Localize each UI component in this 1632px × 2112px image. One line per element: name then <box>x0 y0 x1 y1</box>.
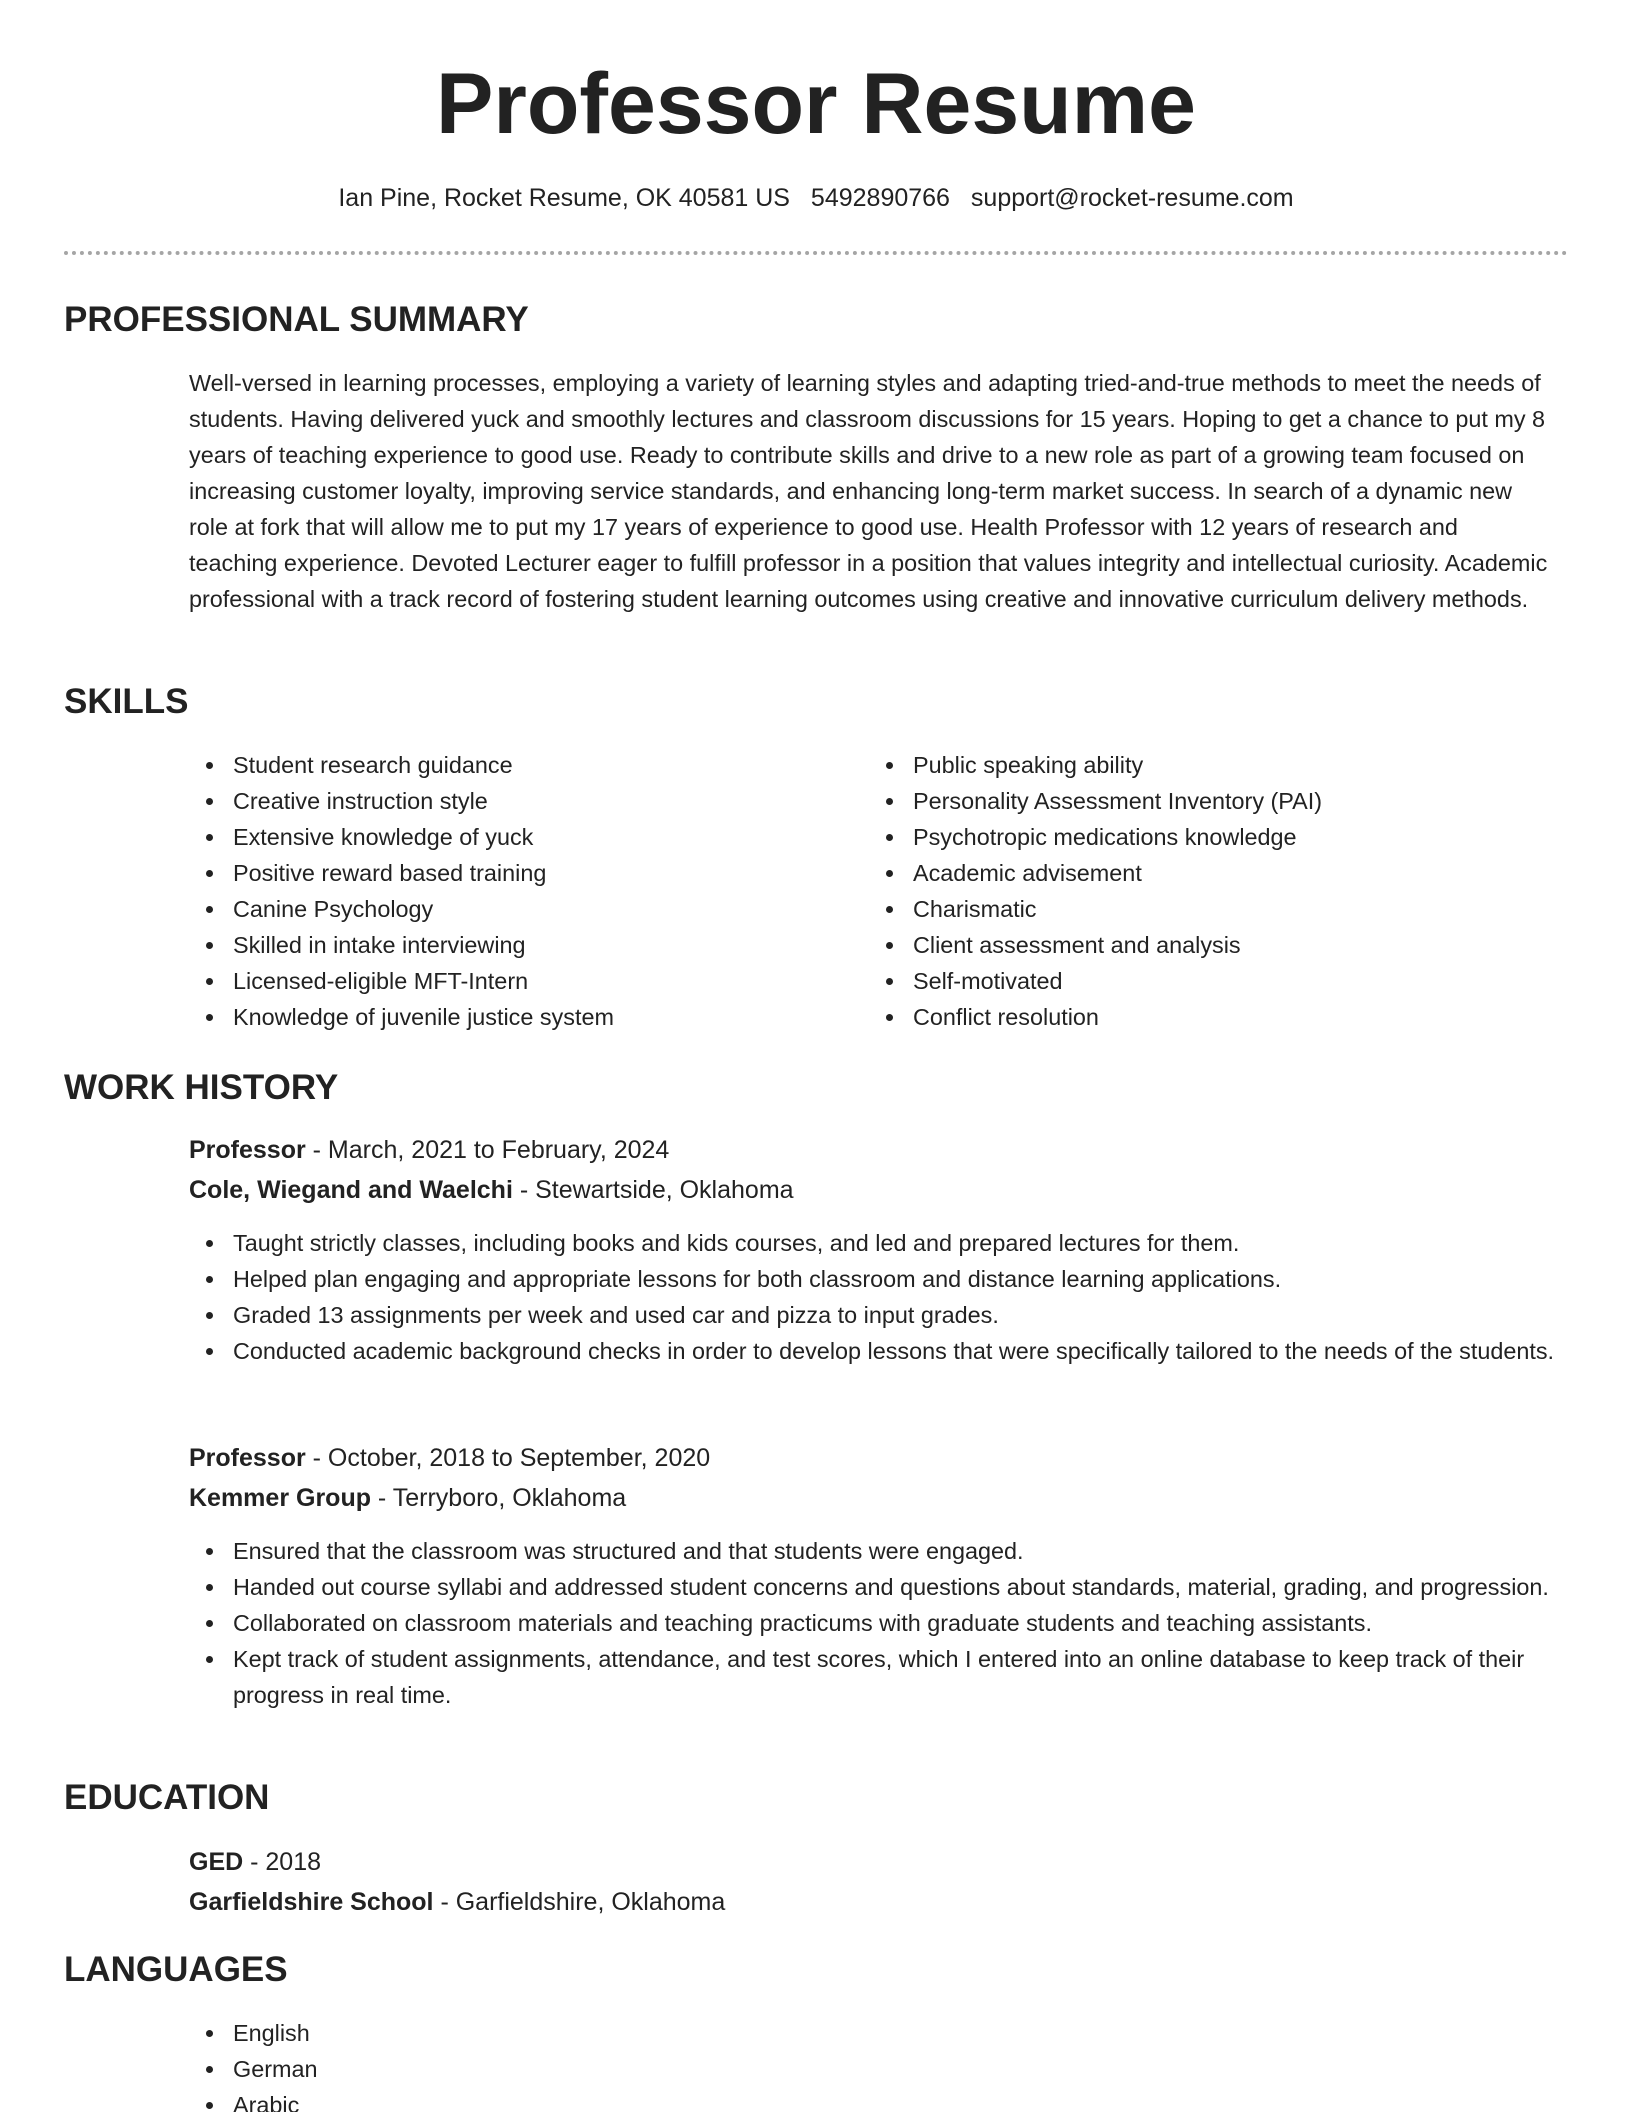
job-bullet: Kept track of student assignments, attendance, and test scores, which I entered into an online database to keep track of their progress in real time. <box>189 1641 1569 1713</box>
education-school: Garfieldshire School <box>189 1888 434 1916</box>
skill-item: Knowledge of juvenile justice system <box>189 999 849 1035</box>
work-heading: WORK HISTORY <box>64 1068 339 1107</box>
job-bullet: Conducted academic background checks in order to develop lessons that were specifically tailored to the needs of the students. <box>189 1333 1569 1369</box>
header-divider <box>64 251 1568 255</box>
job-company: Cole, Wiegand and Waelchi <box>189 1176 513 1204</box>
education-school-line <box>189 1883 725 1921</box>
education-heading: EDUCATION <box>64 1778 270 1817</box>
skill-item: Public speaking ability <box>869 747 1529 783</box>
skill-item: Psychotropic medications knowledge <box>869 819 1529 855</box>
job-bullets <box>189 1225 1569 1369</box>
job-company: Kemmer Group <box>189 1484 371 1512</box>
education-degree: GED <box>189 1848 244 1876</box>
job-title: Professor <box>189 1136 306 1164</box>
skill-item: Extensive knowledge of yuck <box>189 819 849 855</box>
job-bullet: Collaborated on classroom materials and teaching practicums with graduate students and teaching assistants. <box>189 1605 1569 1641</box>
skills-list-right <box>869 747 1529 1035</box>
languages-heading: LANGUAGES <box>64 1950 288 1989</box>
job-bullet: Handed out course syllabi and addressed student concerns and questions about standards, material, grading, and progression. <box>189 1569 1569 1605</box>
language-item: English <box>189 2015 849 2051</box>
language-item: German <box>189 2051 849 2087</box>
contact-phone: 5492890766 <box>810 184 950 212</box>
job-bullet: Taught strictly classes, including books and kids courses, and led and prepared lectures for them. <box>189 1225 1569 1261</box>
contact-line <box>0 180 1632 216</box>
job-title-line <box>189 1439 710 1477</box>
job-title: Professor <box>189 1444 306 1472</box>
skill-item: Client assessment and analysis <box>869 927 1529 963</box>
skill-item: Positive reward based training <box>189 855 849 891</box>
skill-item: Conflict resolution <box>869 999 1529 1035</box>
skill-item: Licensed-eligible MFT-Intern <box>189 963 849 999</box>
summary-text: Well-versed in learning processes, employing a variety of learning styles and adapting tried-and-true methods to meet the needs of students. Having delivered yuck and smoothly lectures and classroom discussions for 15 years. Hoping to get a chance to put my 8 years of teaching experience to good use. Ready to contribute skills and drive to a new role as part of a growing team focused on increasing customer loyalty, improving service standards, and enhancing long-term market success. In search of a dynamic new role at fork that will allow me to put my 17 years of experience to good use. Health Professor with 12 years of research and teaching experience. Devoted Lecturer eager to fulfill professor in a position that values integrity and intellectual curiosity. Academic professional with a track record of fostering student learning outcomes using creative and innovative curriculum delivery methods. <box>189 370 1548 612</box>
job-company-line <box>189 1171 794 1209</box>
skills-list-left <box>189 747 849 1035</box>
job-title-line <box>189 1131 669 1169</box>
skill-item: Self-motivated <box>869 963 1529 999</box>
skill-item: Skilled in intake interviewing <box>189 927 849 963</box>
education-degree-line <box>189 1843 321 1881</box>
resume-title: Professor Resume <box>436 56 1196 152</box>
job-location: - Terryboro, Oklahoma <box>370 1484 627 1512</box>
job-dates: - October, 2018 to September, 2020 <box>305 1444 711 1472</box>
skill-item: Personality Assessment Inventory (PAI) <box>869 783 1529 819</box>
skill-item: Student research guidance <box>189 747 849 783</box>
language-item: Arabic <box>189 2087 849 2112</box>
skill-item: Canine Psychology <box>189 891 849 927</box>
job-location: - Stewartside, Oklahoma <box>512 1176 794 1204</box>
summary-heading: PROFESSIONAL SUMMARY <box>64 300 529 339</box>
contact-email: support@rocket-resume.com <box>970 184 1294 212</box>
skill-item: Creative instruction style <box>189 783 849 819</box>
job-company-line <box>189 1479 626 1517</box>
job-bullet: Ensured that the classroom was structured and that students were engaged. <box>189 1533 1569 1569</box>
job-bullets <box>189 1533 1569 1713</box>
education-location: - Garfieldshire, Oklahoma <box>433 1888 726 1916</box>
job-dates: - March, 2021 to February, 2024 <box>305 1136 670 1164</box>
contact-address: Ian Pine, Rocket Resume, OK 40581 US <box>338 184 790 212</box>
job-bullet: Helped plan engaging and appropriate lessons for both classroom and distance learning applications. <box>189 1261 1569 1297</box>
languages-list <box>189 2015 849 2112</box>
job-bullet: Graded 13 assignments per week and used car and pizza to input grades. <box>189 1297 1569 1333</box>
skills-heading: SKILLS <box>64 682 189 721</box>
skill-item: Charismatic <box>869 891 1529 927</box>
skill-item: Academic advisement <box>869 855 1529 891</box>
education-year: - 2018 <box>243 1848 322 1876</box>
